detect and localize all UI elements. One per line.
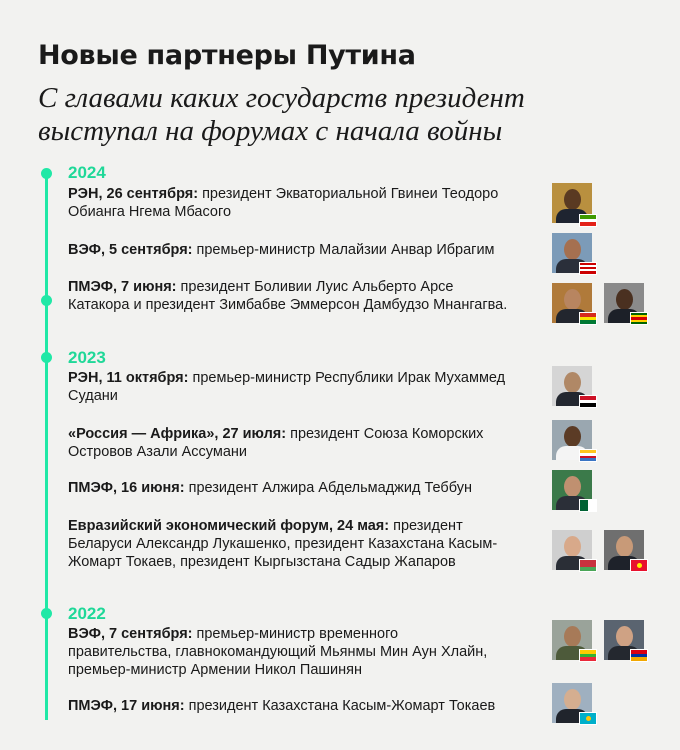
flag-kyrgyzstan-icon (630, 559, 648, 572)
timeline-dot-2022 (41, 608, 52, 619)
entry-forum: ПМЭФ, 16 июня: (68, 480, 185, 496)
flag-iraq-icon (579, 395, 597, 408)
year-2024: 2024 (68, 163, 106, 182)
entry-text: премьер-министр временного правительства, главнокомандующий Мьянмы Мин Аун Хлайн, премьер-министр Армении Никол Пашинян (68, 626, 488, 678)
entry-vef-2024 (68, 241, 548, 259)
timeline-dot-mid-2024 (41, 295, 52, 306)
timeline-dot-2024 (41, 168, 52, 179)
entry-eaef-2023 (68, 517, 518, 571)
timeline-dot-2023 (41, 352, 52, 363)
year-2022: 2022 (68, 604, 106, 623)
entry-forum: РЭН, 11 октября: (68, 370, 189, 386)
entry-forum: ВЭФ, 7 сентября: (68, 626, 193, 642)
entry-text: президент Беларуси Александр Лукашенко, президент Казахстана Касым-Жомарт Токаев, президент Кыргызстана Садыр Жапаров (68, 518, 498, 570)
entry-text: президент Боливии Луис Альберто Арсе Катакора и президент Зимбабве Эммерсон Дамбудзо Мнангагва. (68, 279, 508, 313)
entry-forum: ВЭФ, 5 сентября: (68, 242, 193, 258)
entry-text: президент Казахстана Касым-Жомарт Токаев (184, 698, 496, 714)
entry-text: премьер-министр Малайзии Анвар Ибрагим (192, 242, 495, 258)
entry-russia-africa-2023 (68, 425, 538, 461)
timeline-line (45, 174, 48, 720)
flag-armenia-icon (630, 649, 648, 662)
entry-pmef-2022 (68, 697, 548, 715)
flag-comoros-icon (579, 449, 597, 462)
year-2023: 2023 (68, 348, 106, 367)
flag-malaysia-icon (579, 262, 597, 275)
entry-text: президент Экваториальной Гвинеи Теодоро Обианга Нгема Мбасого (68, 186, 499, 220)
flag-equatorial-guinea-icon (579, 214, 597, 227)
flag-algeria-icon (579, 499, 597, 512)
entry-ren-2023 (68, 369, 508, 405)
entry-forum: Евразийский экономический форум, 24 мая: (68, 518, 390, 534)
entry-forum: ПМЭФ, 17 июня: (68, 698, 185, 714)
entry-forum: «Россия — Африка», 27 июля: (68, 426, 287, 442)
entry-ren-2024 (68, 185, 528, 221)
entry-pmef-2024 (68, 278, 508, 314)
entry-text: президент Союза Коморских Островов Азали Ассумани (68, 426, 484, 460)
entry-vef-2022 (68, 625, 488, 679)
flag-myanmar-icon (579, 649, 597, 662)
entry-pmef-2023 (68, 479, 538, 497)
page-title: Новые партнеры Путина (38, 40, 416, 71)
flag-belarus-icon (579, 559, 597, 572)
entry-text: премьер-министр Республики Ирак Мухаммед Судани (68, 370, 506, 404)
page-subtitle: С главами каких государств президент выступал на форумах с начала войны (38, 82, 525, 147)
flag-bolivia-icon (579, 312, 597, 325)
flag-kazakhstan-icon (579, 712, 597, 725)
entry-forum: РЭН, 26 сентября: (68, 186, 199, 202)
flag-zimbabwe-icon (630, 312, 648, 325)
entry-forum: ПМЭФ, 7 июня: (68, 279, 177, 295)
entry-text: президент Алжира Абдельмаджид Теббун (184, 480, 472, 496)
